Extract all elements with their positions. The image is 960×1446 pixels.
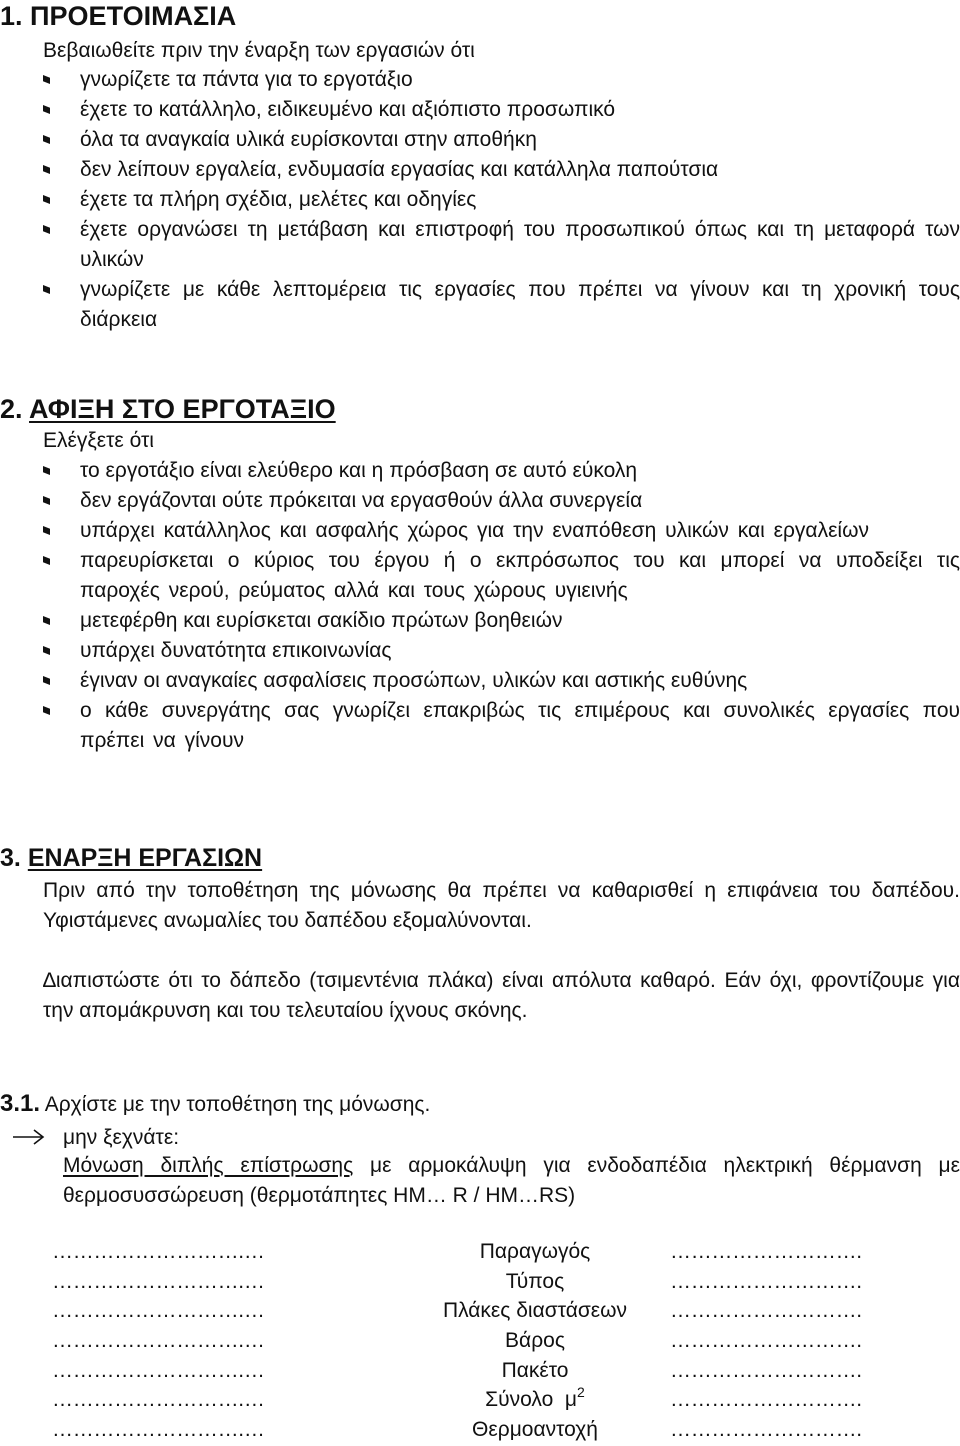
square-bullet-icon	[43, 676, 50, 685]
section-3-paragraph-2: ∆ιαπιστώστε ότι το δάπεδο (τσιμεντένια πλάκα) είναι απόλυτα καθαρό. Εάν όχι, φροντίζουμε για την απομάκρυνση και του τελευταίου ίχνους σκόνης.	[43, 969, 960, 1022]
spec-label: Βάρος	[505, 1329, 565, 1353]
table-row	[52, 1385, 960, 1415]
section-1-intro: Βεβαιωθείτε πριν την έναρξη των εργασιών ότι	[43, 39, 475, 62]
square-bullet-icon	[43, 105, 50, 114]
list-item: δεν εργάζονται ούτε πρόκειται να εργασθούν άλλα συνεργεία	[43, 486, 960, 516]
blank-field-right: ……………………….	[670, 1329, 862, 1353]
square-bullet-icon	[43, 526, 50, 535]
square-bullet-icon	[43, 165, 50, 174]
list-item: γνωρίζετε τα πάντα για το εργοτάξιο	[43, 65, 960, 95]
blank-field-left: ……………………….…	[52, 1329, 265, 1353]
spec-label: Πακέτο	[501, 1358, 569, 1382]
blank-field-right: ……………………….	[670, 1358, 862, 1382]
blank-field-right: ……………………….	[670, 1418, 862, 1442]
blank-field-left: ……………………….…	[52, 1358, 265, 1382]
square-bullet-icon	[43, 646, 50, 655]
blank-field-right: ……………………….	[670, 1388, 862, 1412]
table-row	[52, 1326, 960, 1356]
section-3-number: 3.	[0, 844, 21, 872]
blank-field-left: ……………………….…	[52, 1240, 265, 1263]
list-item: παρευρίσκεται ο κύριος του έργου ή ο εκπρόσωπος του και μπορεί να υποδείξει τις παροχές νερού, ρεύματος αλλά και τους χώρους υγιεινής	[43, 546, 960, 606]
blank-field-left: ……………………….…	[52, 1388, 265, 1412]
section-2-checklist	[43, 456, 960, 756]
spec-label	[400, 1385, 670, 1415]
arrow-right-icon	[12, 1128, 46, 1146]
square-bullet-icon	[43, 556, 50, 565]
blank-field-left: ……………………….…	[52, 1299, 265, 1323]
list-item: έχετε οργανώσει τη μετάβαση και επιστροφή του προσωπικού όπως και τη μεταφορά των υλικών	[43, 215, 960, 275]
spec-table	[52, 1237, 960, 1445]
table-row	[52, 1296, 960, 1326]
section-3-1-heading	[0, 1089, 430, 1120]
section-2-heading	[0, 392, 336, 426]
square-bullet-icon	[43, 135, 50, 144]
list-item: όλα τα αναγκαία υλικά ευρίσκονται στην αποθήκη	[43, 125, 960, 155]
section-1-number: 1.	[0, 1, 23, 31]
list-item: δεν λείπουν εργαλεία, ενδυμασία εργασίας και κατάλληλα παπούτσια	[43, 155, 960, 185]
table-row	[52, 1415, 960, 1445]
spec-label-text: Σύνολο μ	[485, 1388, 578, 1412]
spec-label: Παραγωγός	[479, 1240, 591, 1263]
blank-field-left: ……………………….…	[52, 1269, 265, 1293]
list-item: γνωρίζετε με κάθε λεπτομέρεια τις εργασίες που πρέπει να γίνουν και τη χρονική τους διάρκεια	[43, 275, 960, 335]
superscript: 2	[577, 1384, 585, 1401]
blank-field-right: ……………………….	[670, 1299, 862, 1323]
table-row	[52, 1267, 960, 1297]
square-bullet-icon	[43, 466, 50, 475]
section-1-heading	[0, 0, 236, 32]
table-row	[52, 1356, 960, 1386]
square-bullet-icon	[43, 225, 50, 234]
section-1-title: ΠΡΟΕΤΟΙΜΑΣΙΑ	[30, 1, 237, 31]
square-bullet-icon	[43, 75, 50, 84]
list-item: υπάρχει κατάλληλος και ασφαλής χώρος για την εναπόθεση υλικών και εργαλείων	[43, 516, 960, 546]
spec-label: Τύπος	[505, 1269, 565, 1293]
blank-field-left: ……………………….…	[52, 1418, 265, 1442]
square-bullet-icon	[43, 706, 50, 715]
product-details: με αρμοκάλυψη για ενδοδαπέδια ηλεκτρική θέρμανση με θερμοσυσσώρευση (θερμοτάπητες ΗΜ… R / ΗΜ…RS)	[63, 1154, 960, 1207]
section-3-heading	[0, 842, 262, 874]
square-bullet-icon	[43, 616, 50, 625]
reminder-label: μην ξεχνάτε:	[63, 1126, 180, 1149]
list-item: έγιναν οι αναγκαίες ασφαλίσεις προσώπων, υλικών και αστικής ευθύνης	[43, 666, 960, 696]
list-item: μετεφέρθη και ευρίσκεται σακίδιο πρώτων βοηθειών	[43, 606, 960, 636]
list-item: έχετε τα πλήρη σχέδια, μελέτες και οδηγίες	[43, 185, 960, 215]
section-3-1-number: 3.1.	[0, 1090, 41, 1117]
square-bullet-icon	[43, 195, 50, 204]
square-bullet-icon	[43, 496, 50, 505]
section-3-title: ΕΝΑΡΞΗ ΕΡΓΑΣΙΩΝ	[27, 844, 263, 872]
blank-field-right: ……………………….	[670, 1269, 862, 1293]
spec-label: Πλάκες διαστάσεων	[442, 1299, 628, 1323]
table-row	[52, 1237, 960, 1267]
section-2-title: ΑΦΙΞΗ ΣΤΟ ΕΡΓΟΤΑΞΙΟ	[29, 394, 336, 424]
list-item: υπάρχει δυνατότητα επικοινωνίας	[43, 636, 960, 666]
spec-label: Θερμοαντοχή	[472, 1418, 598, 1442]
product-description	[63, 1151, 960, 1211]
product-name: Μόνωση διπλής επίστρωσης	[63, 1154, 354, 1177]
list-item: ο κάθε συνεργάτης σας γνωρίζει επακριβώς τις επιμέρους και συνολικές εργασίες που πρέπει να γίνουν	[43, 696, 960, 756]
list-item: το εργοτάξιο είναι ελεύθερο και η πρόσβαση σε αυτό εύκολη	[43, 456, 960, 486]
section-3-paragraph-1: Πριν από την τοποθέτηση της μόνωσης θα πρέπει να καθαρισθεί η επιφάνεια του δαπέδου. Υφιστάμενες ανωμαλίες του δαπέδου εξομαλύνονται.	[43, 879, 960, 932]
section-3-1-title: Αρχίστε με την τοποθέτηση της μόνωσης.	[44, 1093, 431, 1116]
square-bullet-icon	[43, 285, 50, 294]
blank-field-right: ……………………….	[670, 1240, 862, 1263]
list-item: έχετε το κατάλληλο, ειδικευμένο και αξιόπιστο προσωπικό	[43, 95, 960, 125]
section-2-intro: Ελέγξετε ότι	[43, 429, 154, 452]
section-2-number: 2.	[0, 394, 23, 424]
section-1-checklist	[43, 65, 960, 335]
